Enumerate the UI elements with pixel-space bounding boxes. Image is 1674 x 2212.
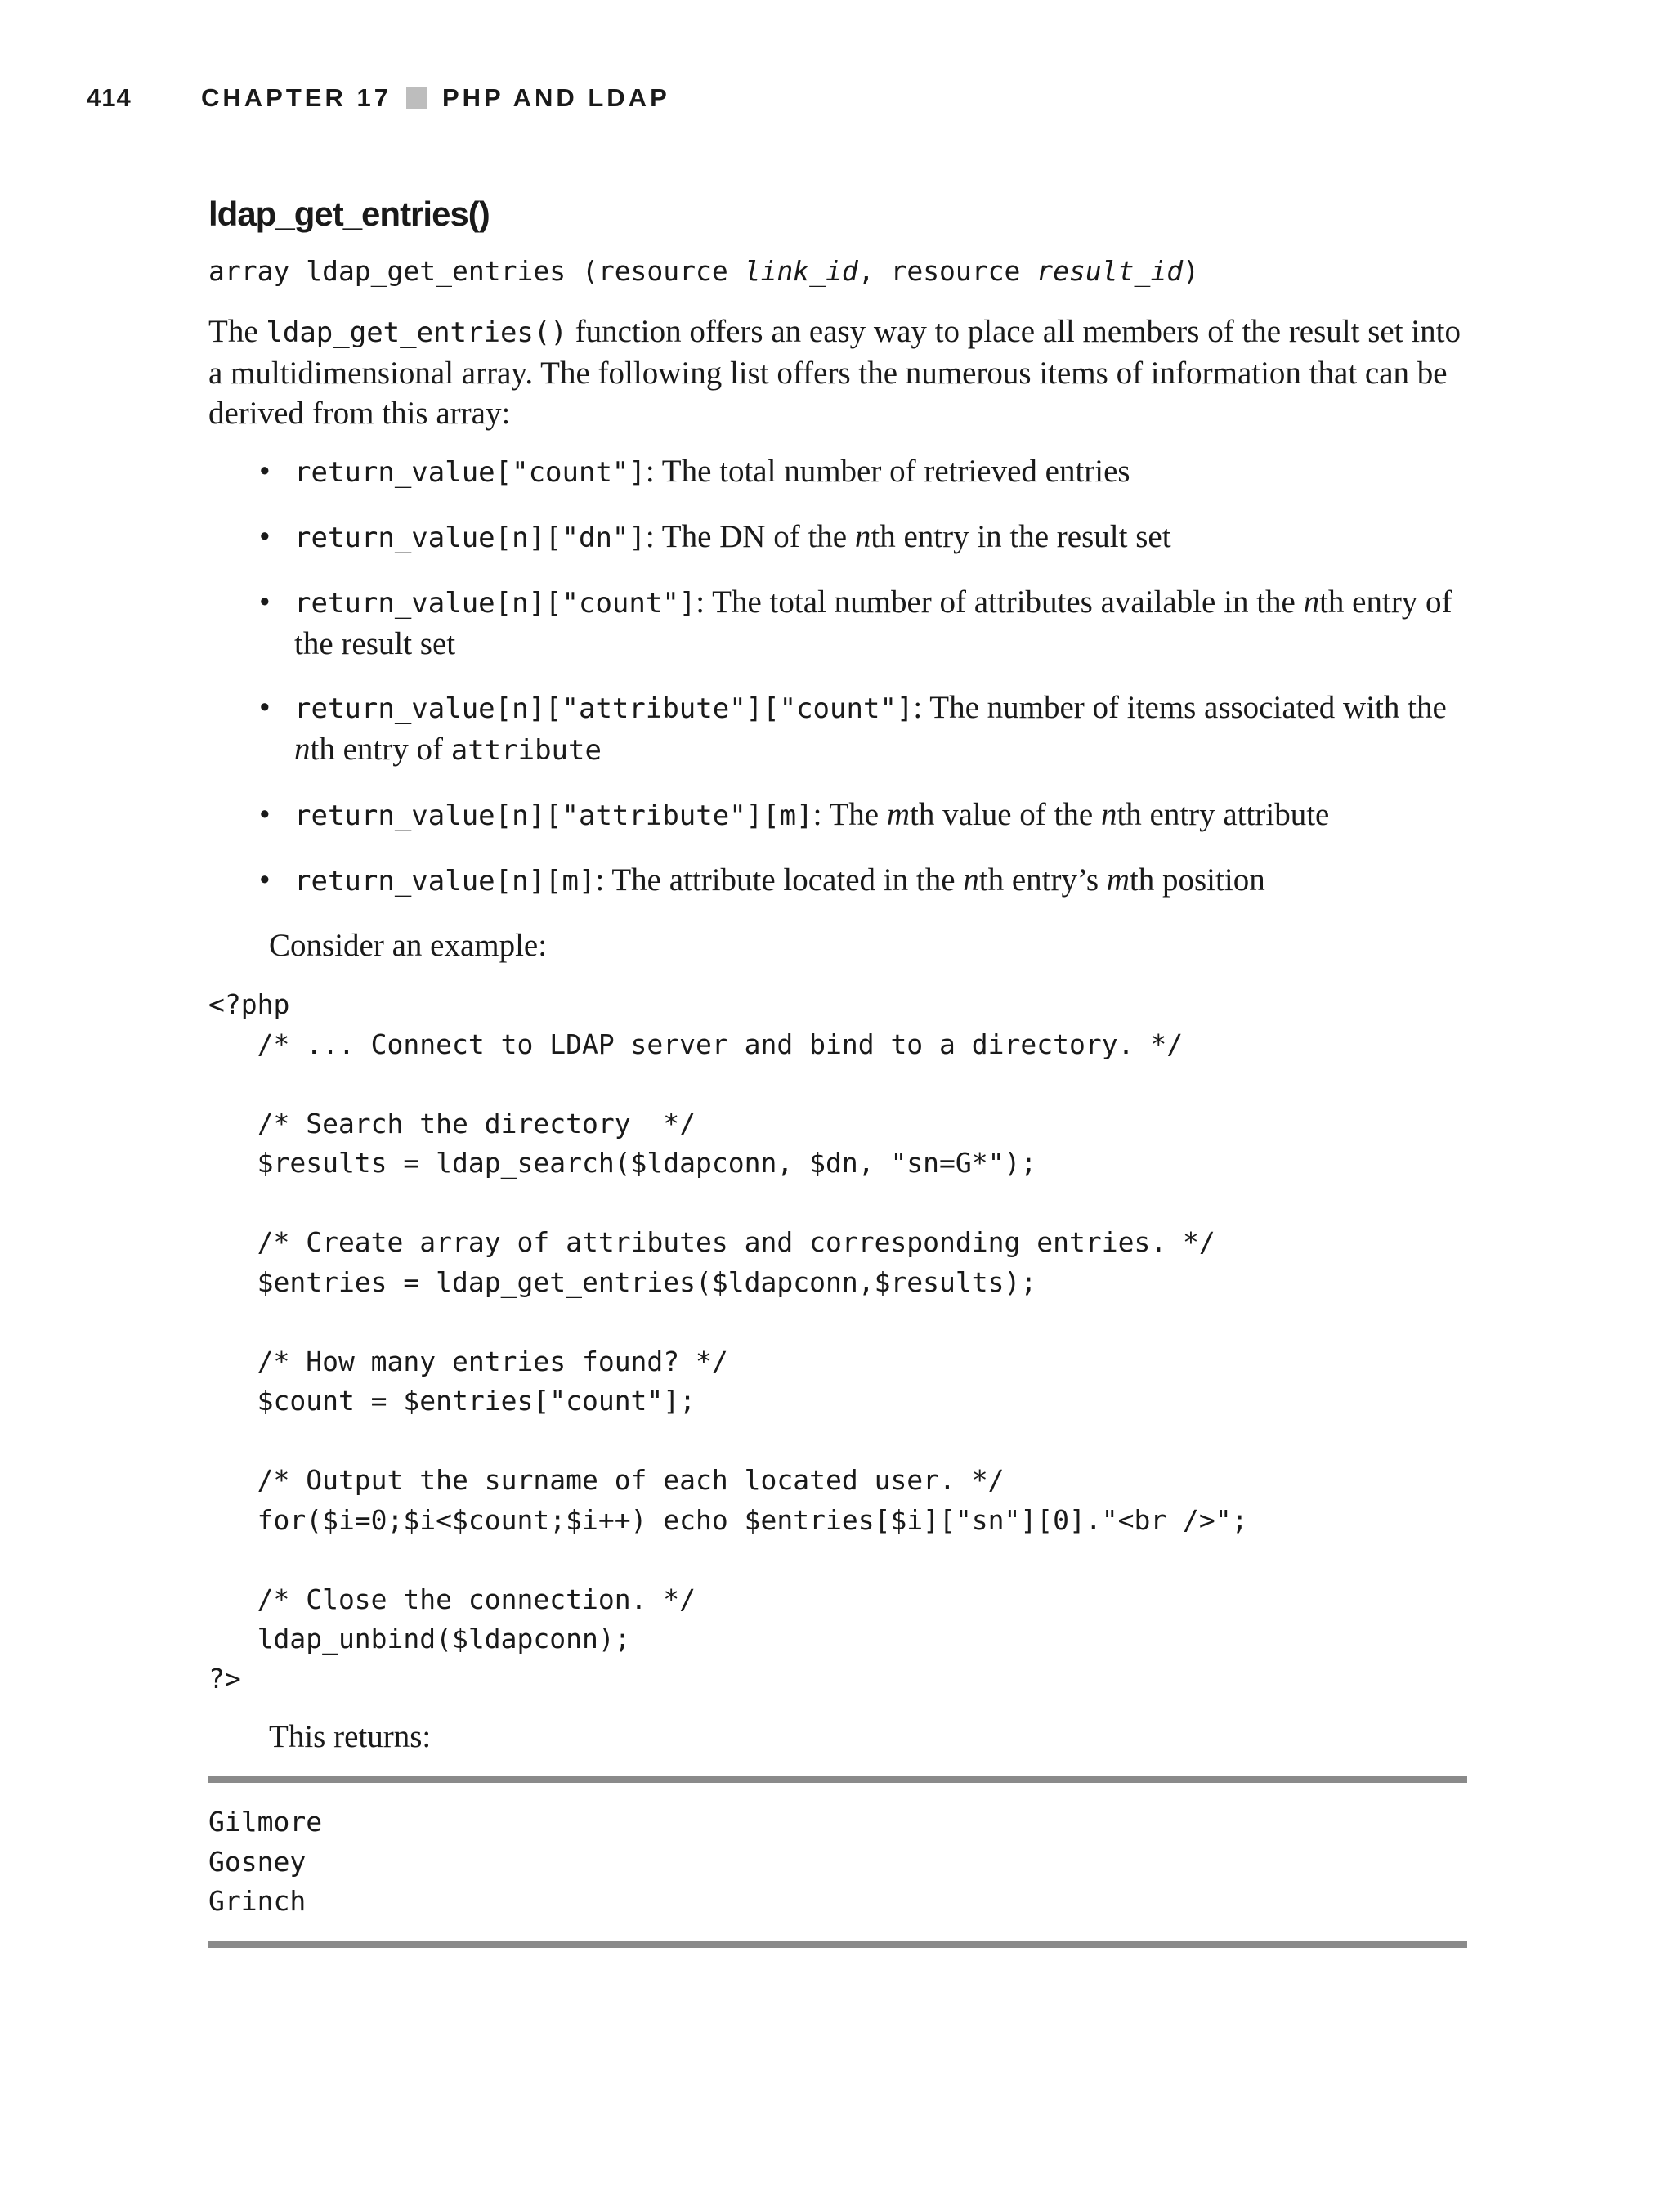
- list-item-code: attribute: [450, 734, 602, 767]
- array-items-list: [208, 451, 1467, 902]
- intro-text-before: The: [208, 314, 266, 349]
- list-item: [208, 582, 1467, 664]
- list-item-text: : The total number of retrieved entries: [645, 454, 1130, 489]
- output-top-rule: [208, 1776, 1467, 1783]
- running-head: [87, 80, 670, 116]
- intro-text-after: function offers an easy way to place all members of the result set into a multidimensional array. The following list offers the numerous items of information that can be derived from this array:: [208, 314, 1461, 431]
- list-item-text: th entry of: [310, 732, 451, 767]
- returns-intro: This returns:: [269, 1719, 432, 1754]
- page-number: 414: [87, 83, 132, 112]
- list-item: [208, 795, 1467, 836]
- chapter-title: PHP AND LDAP: [441, 83, 670, 112]
- list-item-text: th entry attribute: [1117, 797, 1330, 832]
- list-item-text: : The: [812, 797, 887, 832]
- list-item-variable: n: [963, 862, 979, 898]
- output-block: [208, 1783, 1467, 1941]
- list-item-text: th position: [1129, 862, 1265, 898]
- list-item-variable: n: [854, 519, 871, 554]
- list-item: [208, 860, 1467, 902]
- signature-prefix: array ldap_get_entries (resource: [208, 255, 745, 287]
- code-listing: <?php /* ... Connect to LDAP server and bind to a directory. */ /* Search the directory */ $results = ldap_search($ldapconn, $dn, "sn=G*"); /* Create array of attributes and corresponding entries. */ $entries = ldap_get_entries($ldapconn,$results); /* How many entries found? */ $count = $entries["count"]; /* Output the surname of each located user. */ for($i=0;$i<$count;$i++) echo $entries[$i]["sn"][0]."<br />"; /* Close the connection. */ ldap_unbind($ldapconn); ?>: [208, 988, 1248, 1695]
- list-item-variable: n: [1100, 797, 1117, 832]
- intro-paragraph: [208, 311, 1467, 433]
- signature-suffix: ): [1183, 255, 1199, 287]
- list-item: [208, 517, 1467, 558]
- list-item: [208, 451, 1467, 493]
- output-line: Gilmore: [208, 1806, 323, 1838]
- list-item-code: return_value[n]["dn"]: [294, 522, 646, 554]
- output-line: Gosney: [208, 1845, 307, 1878]
- list-item-variable: m: [886, 797, 910, 832]
- list-item-text: : The attribute located in the: [595, 862, 964, 898]
- list-item-text: th entry’s: [978, 862, 1107, 898]
- list-item-text: th entry in the result set: [871, 519, 1171, 554]
- list-item-text: th entry of the result set: [294, 584, 1452, 661]
- list-item-code: return_value["count"]: [294, 456, 646, 489]
- signature-mid: , resource: [857, 255, 1037, 287]
- list-item-text: : The DN of the: [645, 519, 855, 554]
- example-intro: Consider an example:: [269, 928, 548, 963]
- chapter-separator-square: [406, 87, 427, 109]
- list-item-variable: n: [294, 732, 311, 767]
- list-item-code: return_value[n][m]: [294, 865, 596, 898]
- section-title: ldap_get_entries(): [208, 195, 490, 233]
- list-item-text: : The total number of attributes available in the: [696, 584, 1304, 620]
- signature-arg-link-id: link_id: [744, 255, 858, 287]
- page-body: [208, 185, 1467, 1948]
- list-item: [208, 687, 1467, 771]
- function-signature: [208, 255, 1467, 287]
- output-line: Grinch: [208, 1885, 307, 1917]
- list-item-variable: n: [1303, 584, 1320, 620]
- intro-code: ldap_get_entries(): [266, 316, 567, 349]
- list-item-text: : The number of items associated with the: [913, 690, 1447, 725]
- output-bottom-rule: [208, 1941, 1467, 1948]
- list-item-text: th value of the: [910, 797, 1101, 832]
- signature-arg-result-id: result_id: [1036, 255, 1184, 287]
- list-item-code: return_value[n]["attribute"][m]: [294, 799, 813, 832]
- list-item-code: return_value[n]["attribute"]["count"]: [294, 692, 914, 725]
- chapter-label: CHAPTER 17: [201, 83, 392, 112]
- list-item-code: return_value[n]["count"]: [294, 587, 696, 620]
- list-item-variable: m: [1106, 862, 1130, 898]
